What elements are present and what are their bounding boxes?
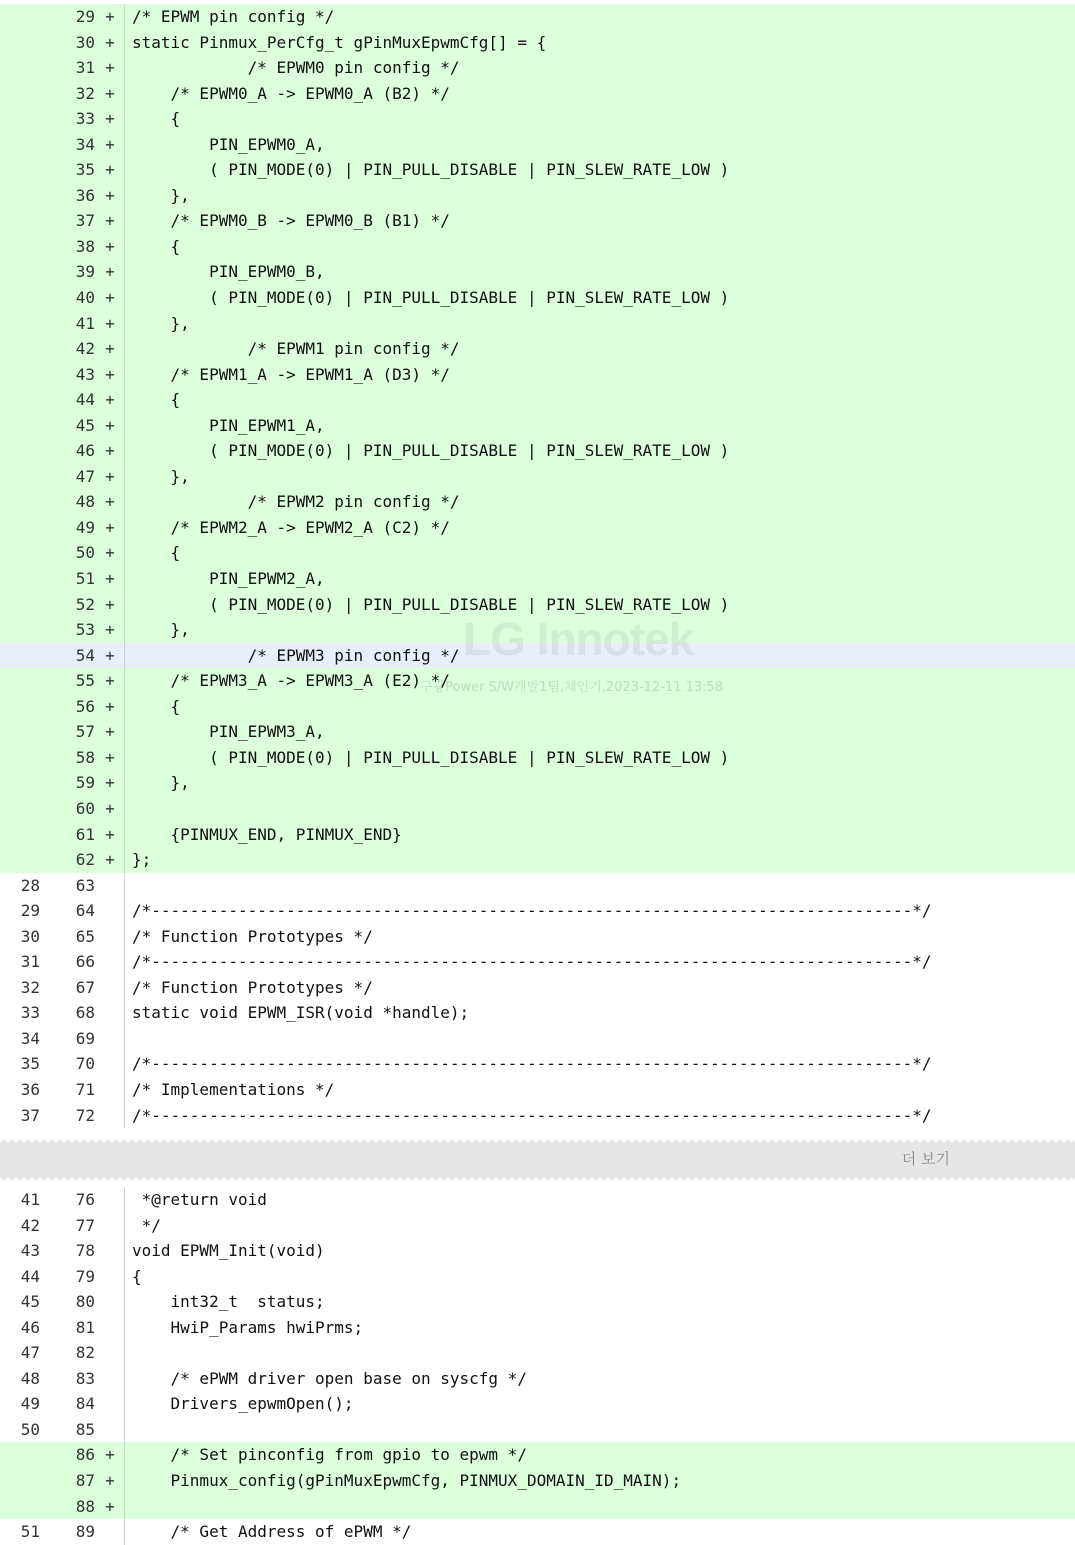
gutter-divider (124, 796, 125, 822)
gutter-divider (124, 1391, 125, 1417)
diff-marker: + (105, 1445, 115, 1465)
old-line-number: 46 (20, 1317, 40, 1337)
diff-line (0, 1519, 1075, 1545)
diff-line (0, 489, 1075, 515)
diff-marker: + (105, 83, 115, 103)
new-line-number: 79 (75, 1266, 95, 1286)
gutter-divider (124, 540, 125, 566)
new-line-number: 57 (75, 722, 95, 742)
diff-line (0, 873, 1075, 899)
diff-marker: + (105, 620, 115, 640)
new-line-number: 89 (75, 1522, 95, 1542)
code-text: static void EPWM_ISR(void *handle); (132, 1003, 470, 1023)
diff-line (0, 668, 1075, 694)
diff-line (0, 55, 1075, 81)
gutter-divider (124, 413, 125, 439)
gutter-divider (124, 55, 125, 81)
code-text: /* EPWM3 pin config */ (132, 645, 460, 665)
code-text: PIN_EPWM1_A, (132, 415, 325, 435)
code-text: { (132, 696, 181, 716)
gutter-divider (124, 157, 125, 183)
diff-line (0, 745, 1075, 771)
diff-marker: + (105, 1496, 115, 1516)
gutter-divider (124, 1417, 125, 1443)
old-line-number: 45 (20, 1292, 40, 1312)
gutter-divider (124, 336, 125, 362)
diff-hunk-1 (0, 4, 1075, 1128)
gutter-divider (124, 234, 125, 260)
diff-line (0, 183, 1075, 209)
old-line-number: 37 (20, 1105, 40, 1125)
diff-line (0, 1213, 1075, 1239)
diff-line (0, 464, 1075, 490)
gutter-divider (124, 311, 125, 337)
diff-marker: + (105, 466, 115, 486)
new-line-number: 63 (75, 875, 95, 895)
new-line-number: 35 (75, 160, 95, 180)
diff-marker: + (105, 850, 115, 870)
new-line-number: 84 (75, 1394, 95, 1414)
diff-line (0, 311, 1075, 337)
diff-line (0, 132, 1075, 158)
new-line-number: 49 (75, 517, 95, 537)
diff-line (0, 975, 1075, 1001)
diff-line (0, 106, 1075, 132)
diff-line (0, 949, 1075, 975)
code-text: /* Function Prototypes */ (132, 977, 373, 997)
code-text: { (132, 1266, 142, 1286)
code-text: PIN_EPWM0_B, (132, 262, 325, 282)
diff-line (0, 1417, 1075, 1443)
watermark-text: 구광Power S/W개발1팀,채인기,2023-12-11 13:58 (420, 680, 724, 695)
code-text: }; (132, 850, 152, 870)
code-text: ( PIN_MODE(0) | PIN_PULL_DISABLE | PIN_SLEW_RATE_LOW ) (132, 288, 730, 308)
gutter-divider (124, 183, 125, 209)
new-line-number: 59 (75, 773, 95, 793)
gutter-divider (124, 719, 125, 745)
gutter-divider (124, 975, 125, 1001)
new-line-number: 44 (75, 390, 95, 410)
code-text: /* EPWM1_A -> EPWM1_A (D3) */ (132, 364, 450, 384)
gutter-divider (124, 106, 125, 132)
diff-line (0, 719, 1075, 745)
diff-marker: + (105, 543, 115, 563)
old-line-number: 43 (20, 1241, 40, 1261)
diff-marker: + (105, 747, 115, 767)
new-line-number: 54 (75, 645, 95, 665)
diff-line (0, 1340, 1075, 1366)
diff-marker: + (105, 58, 115, 78)
new-line-number: 77 (75, 1215, 95, 1235)
gutter-divider (124, 1519, 125, 1545)
code-text: { (132, 236, 181, 256)
diff-line (0, 1289, 1075, 1315)
code-text: { (132, 390, 181, 410)
new-line-number: 32 (75, 83, 95, 103)
gutter-divider (124, 617, 125, 643)
diff-line (0, 259, 1075, 285)
diff-line (0, 4, 1075, 30)
old-line-number: 29 (20, 901, 40, 921)
diff-marker: + (105, 160, 115, 180)
diff-line (0, 1264, 1075, 1290)
code-text: /* EPWM0_A -> EPWM0_A (B2) */ (132, 83, 450, 103)
diff-marker: + (105, 773, 115, 793)
gutter-divider (124, 464, 125, 490)
new-line-number: 68 (75, 1003, 95, 1023)
new-line-number: 47 (75, 466, 95, 486)
diff-line (0, 822, 1075, 848)
gutter-divider (124, 489, 125, 515)
diff-line (0, 438, 1075, 464)
diff-line (0, 1366, 1075, 1392)
code-text: ( PIN_MODE(0) | PIN_PULL_DISABLE | PIN_SLEW_RATE_LOW ) (132, 160, 730, 180)
code-text: Pinmux_config(gPinMuxEpwmCfg, PINMUX_DOMAIN_ID_MAIN); (132, 1471, 682, 1491)
diff-marker: + (105, 185, 115, 205)
diff-line (0, 1187, 1075, 1213)
new-line-number: 36 (75, 185, 95, 205)
gutter-divider (124, 592, 125, 618)
gutter-divider (124, 1340, 125, 1366)
code-text: /*-------------------------------------------------------------------------------*/ (132, 1054, 932, 1074)
gutter-divider (124, 438, 125, 464)
new-line-number: 58 (75, 747, 95, 767)
new-line-number: 53 (75, 620, 95, 640)
new-line-number: 80 (75, 1292, 95, 1312)
code-text: Drivers_epwmOpen(); (132, 1394, 354, 1414)
gutter-divider (124, 1103, 125, 1129)
diff-line (0, 30, 1075, 56)
diff-line (0, 157, 1075, 183)
code-text: { (132, 543, 181, 563)
diff-line (0, 362, 1075, 388)
code-text: ( PIN_MODE(0) | PIN_PULL_DISABLE | PIN_SLEW_RATE_LOW ) (132, 594, 730, 614)
new-line-number: 52 (75, 594, 95, 614)
new-line-number: 34 (75, 134, 95, 154)
diff-line (0, 1103, 1075, 1129)
gutter-divider (124, 873, 125, 899)
diff-marker: + (105, 109, 115, 129)
diff-marker: + (105, 492, 115, 512)
code-text: int32_t status; (132, 1292, 325, 1312)
code-text: /* EPWM2_A -> EPWM2_A (C2) */ (132, 517, 450, 537)
new-line-number: 76 (75, 1190, 95, 1209)
new-line-number: 64 (75, 901, 95, 921)
new-line-number: 60 (75, 798, 95, 818)
old-line-number: 28 (20, 875, 40, 895)
fold-top-edge (0, 1138, 1075, 1144)
diff-line (0, 413, 1075, 439)
new-line-number: 78 (75, 1241, 95, 1261)
gutter-divider (124, 81, 125, 107)
gutter-divider (124, 1366, 125, 1392)
gutter-divider (124, 1000, 125, 1026)
code-text: *@return void (132, 1190, 267, 1209)
new-line-number: 61 (75, 824, 95, 844)
gutter-divider (124, 694, 125, 720)
new-line-number: 85 (75, 1419, 95, 1439)
gutter-divider (124, 387, 125, 413)
new-line-number: 66 (75, 952, 95, 972)
code-text: }, (132, 620, 190, 640)
diff-marker: + (105, 824, 115, 844)
new-line-number: 69 (75, 1028, 95, 1048)
old-line-number: 36 (20, 1079, 40, 1099)
diff-marker: + (105, 262, 115, 282)
gutter-divider (124, 745, 125, 771)
diff-marker: + (105, 517, 115, 537)
gutter-divider (124, 1213, 125, 1239)
diff-line (0, 387, 1075, 413)
code-text: /*-------------------------------------------------------------------------------*/ (132, 1105, 932, 1125)
diff-line (0, 81, 1075, 107)
old-line-number: 51 (20, 1522, 40, 1542)
diff-marker: + (105, 313, 115, 333)
gutter-divider (124, 515, 125, 541)
gutter-divider (124, 30, 125, 56)
code-text: /* Function Prototypes */ (132, 926, 373, 946)
new-line-number: 86 (75, 1445, 95, 1465)
collapsed-lines-bar[interactable] (0, 1138, 1075, 1182)
gutter-divider (124, 668, 125, 694)
gutter-divider (124, 1264, 125, 1290)
gutter-divider (124, 1077, 125, 1103)
diff-marker: + (105, 236, 115, 256)
old-line-number: 31 (20, 952, 40, 972)
new-line-number: 48 (75, 492, 95, 512)
diff-line (0, 1026, 1075, 1052)
old-line-number: 34 (20, 1028, 40, 1048)
diff-marker: + (105, 594, 115, 614)
gutter-divider (124, 259, 125, 285)
code-text: PIN_EPWM3_A, (132, 722, 325, 742)
gutter-divider (124, 822, 125, 848)
new-line-number: 65 (75, 926, 95, 946)
new-line-number: 46 (75, 441, 95, 461)
gutter-divider (124, 1315, 125, 1341)
new-line-number: 67 (75, 977, 95, 997)
gutter-divider (124, 1442, 125, 1468)
diff-marker: + (105, 339, 115, 359)
diff-line (0, 796, 1075, 822)
old-line-number: 30 (20, 926, 40, 946)
code-text: ( PIN_MODE(0) | PIN_PULL_DISABLE | PIN_SLEW_RATE_LOW ) (132, 441, 730, 461)
new-line-number: 31 (75, 58, 95, 78)
diff-marker: + (105, 390, 115, 410)
new-line-number: 42 (75, 339, 95, 359)
code-text: /* EPWM2 pin config */ (132, 492, 460, 512)
new-line-number: 43 (75, 364, 95, 384)
diff-marker: + (105, 7, 115, 26)
code-text: {PINMUX_END, PINMUX_END} (132, 824, 402, 844)
old-line-number: 41 (20, 1190, 40, 1209)
gutter-divider (124, 132, 125, 158)
new-line-number: 87 (75, 1471, 95, 1491)
diff-line (0, 617, 1075, 643)
diff-marker: + (105, 798, 115, 818)
diff-marker: + (105, 134, 115, 154)
old-line-number: 32 (20, 977, 40, 997)
code-text: /* EPWM0 pin config */ (132, 58, 460, 78)
new-line-number: 50 (75, 543, 95, 563)
diff-line (0, 770, 1075, 796)
old-line-number: 49 (20, 1394, 40, 1414)
new-line-number: 81 (75, 1317, 95, 1337)
new-line-number: 33 (75, 109, 95, 129)
new-line-number: 39 (75, 262, 95, 282)
new-line-number: 38 (75, 236, 95, 256)
code-text: PIN_EPWM0_A, (132, 134, 325, 154)
diff-marker: + (105, 441, 115, 461)
code-text: }, (132, 185, 190, 205)
diff-line (0, 1051, 1075, 1077)
new-line-number: 51 (75, 569, 95, 589)
diff-line (0, 1077, 1075, 1103)
code-text: { (132, 109, 181, 129)
old-line-number: 48 (20, 1368, 40, 1388)
diff-marker: + (105, 722, 115, 742)
diff-line (0, 1442, 1075, 1468)
new-line-number: 45 (75, 415, 95, 435)
diff-line (0, 336, 1075, 362)
gutter-divider (124, 1289, 125, 1315)
diff-line (0, 592, 1075, 618)
old-line-number: 50 (20, 1419, 40, 1439)
diff-line (0, 285, 1075, 311)
new-line-number: 56 (75, 696, 95, 716)
code-text: ( PIN_MODE(0) | PIN_PULL_DISABLE | PIN_SLEW_RATE_LOW ) (132, 747, 730, 767)
diff-line (0, 515, 1075, 541)
gutter-divider (124, 643, 125, 669)
gutter-divider (124, 1051, 125, 1077)
new-line-number: 62 (75, 850, 95, 870)
code-text: /*-------------------------------------------------------------------------------*/ (132, 901, 932, 921)
diff-line (0, 847, 1075, 873)
diff-line (0, 234, 1075, 260)
code-text: /* EPWM3_A -> EPWM3_A (E2) */ (132, 671, 450, 691)
code-text: */ (132, 1215, 161, 1235)
diff-line (0, 643, 1075, 669)
old-line-number: 35 (20, 1054, 40, 1074)
new-line-number: 41 (75, 313, 95, 333)
diff-line (0, 540, 1075, 566)
code-text: /* Implementations */ (132, 1079, 335, 1099)
old-line-number: 44 (20, 1266, 40, 1286)
code-text: }, (132, 313, 190, 333)
diff-marker: + (105, 671, 115, 691)
gutter-divider (124, 1468, 125, 1494)
code-text: void EPWM_Init(void) (132, 1241, 325, 1261)
gutter-divider (124, 285, 125, 311)
fold-bottom-edge (0, 1176, 1075, 1182)
diff-marker: + (105, 645, 115, 665)
gutter-divider (124, 1238, 125, 1264)
gutter-divider (124, 4, 125, 30)
code-text: static Pinmux_PerCfg_t gPinMuxEpwmCfg[] = { (132, 32, 547, 52)
gutter-divider (124, 1494, 125, 1520)
gutter-divider (124, 924, 125, 950)
diff-marker: + (105, 211, 115, 231)
show-more-link[interactable]: 더 보기 (901, 1150, 950, 1168)
gutter-divider (124, 1026, 125, 1052)
new-line-number: 88 (75, 1496, 95, 1516)
diff-line (0, 1468, 1075, 1494)
diff-hunk-2 (0, 1187, 1075, 1545)
diff-line (0, 898, 1075, 924)
old-line-number: 47 (20, 1343, 40, 1363)
code-text: /* EPWM1 pin config */ (132, 339, 460, 359)
diff-marker: + (105, 364, 115, 384)
old-line-number: 42 (20, 1215, 40, 1235)
diff-marker: + (105, 696, 115, 716)
gutter-divider (124, 362, 125, 388)
diff-marker: + (105, 32, 115, 52)
gutter-divider (124, 898, 125, 924)
code-text: /* EPWM0_B -> EPWM0_B (B1) */ (132, 211, 450, 231)
code-text: /* ePWM driver open base on syscfg */ (132, 1368, 527, 1388)
gutter-divider (124, 949, 125, 975)
code-text: PIN_EPWM2_A, (132, 569, 325, 589)
code-text: /* Set pinconfig from gpio to epwm */ (132, 1445, 527, 1465)
gutter-divider (124, 566, 125, 592)
code-text: /* EPWM pin config */ (132, 7, 335, 26)
new-line-number: 37 (75, 211, 95, 231)
diff-line (0, 1494, 1075, 1520)
diff-line (0, 694, 1075, 720)
diff-marker: + (105, 569, 115, 589)
diff-marker: + (105, 1471, 115, 1491)
gutter-divider (124, 847, 125, 873)
new-line-number: 71 (75, 1079, 95, 1099)
diff-line (0, 1315, 1075, 1341)
code-text: }, (132, 773, 190, 793)
gutter-divider (124, 770, 125, 796)
diff-line (0, 566, 1075, 592)
diff-marker: + (105, 288, 115, 308)
new-line-number: 72 (75, 1105, 95, 1125)
diff-line (0, 1391, 1075, 1417)
code-text: /* Get Address of ePWM */ (132, 1522, 412, 1542)
new-line-number: 30 (75, 32, 95, 52)
new-line-number: 83 (75, 1368, 95, 1388)
diff-line (0, 208, 1075, 234)
new-line-number: 82 (75, 1343, 95, 1363)
new-line-number: 29 (75, 7, 95, 26)
diff-marker: + (105, 415, 115, 435)
diff-line (0, 1238, 1075, 1264)
code-text: /*-------------------------------------------------------------------------------*/ (132, 952, 932, 972)
new-line-number: 40 (75, 288, 95, 308)
gutter-divider (124, 1187, 125, 1213)
diff-line (0, 1000, 1075, 1026)
new-line-number: 70 (75, 1054, 95, 1074)
new-line-number: 55 (75, 671, 95, 691)
gutter-divider (124, 208, 125, 234)
old-line-number: 33 (20, 1003, 40, 1023)
code-text: HwiP_Params hwiPrms; (132, 1317, 364, 1337)
code-text: }, (132, 466, 190, 486)
diff-line (0, 924, 1075, 950)
